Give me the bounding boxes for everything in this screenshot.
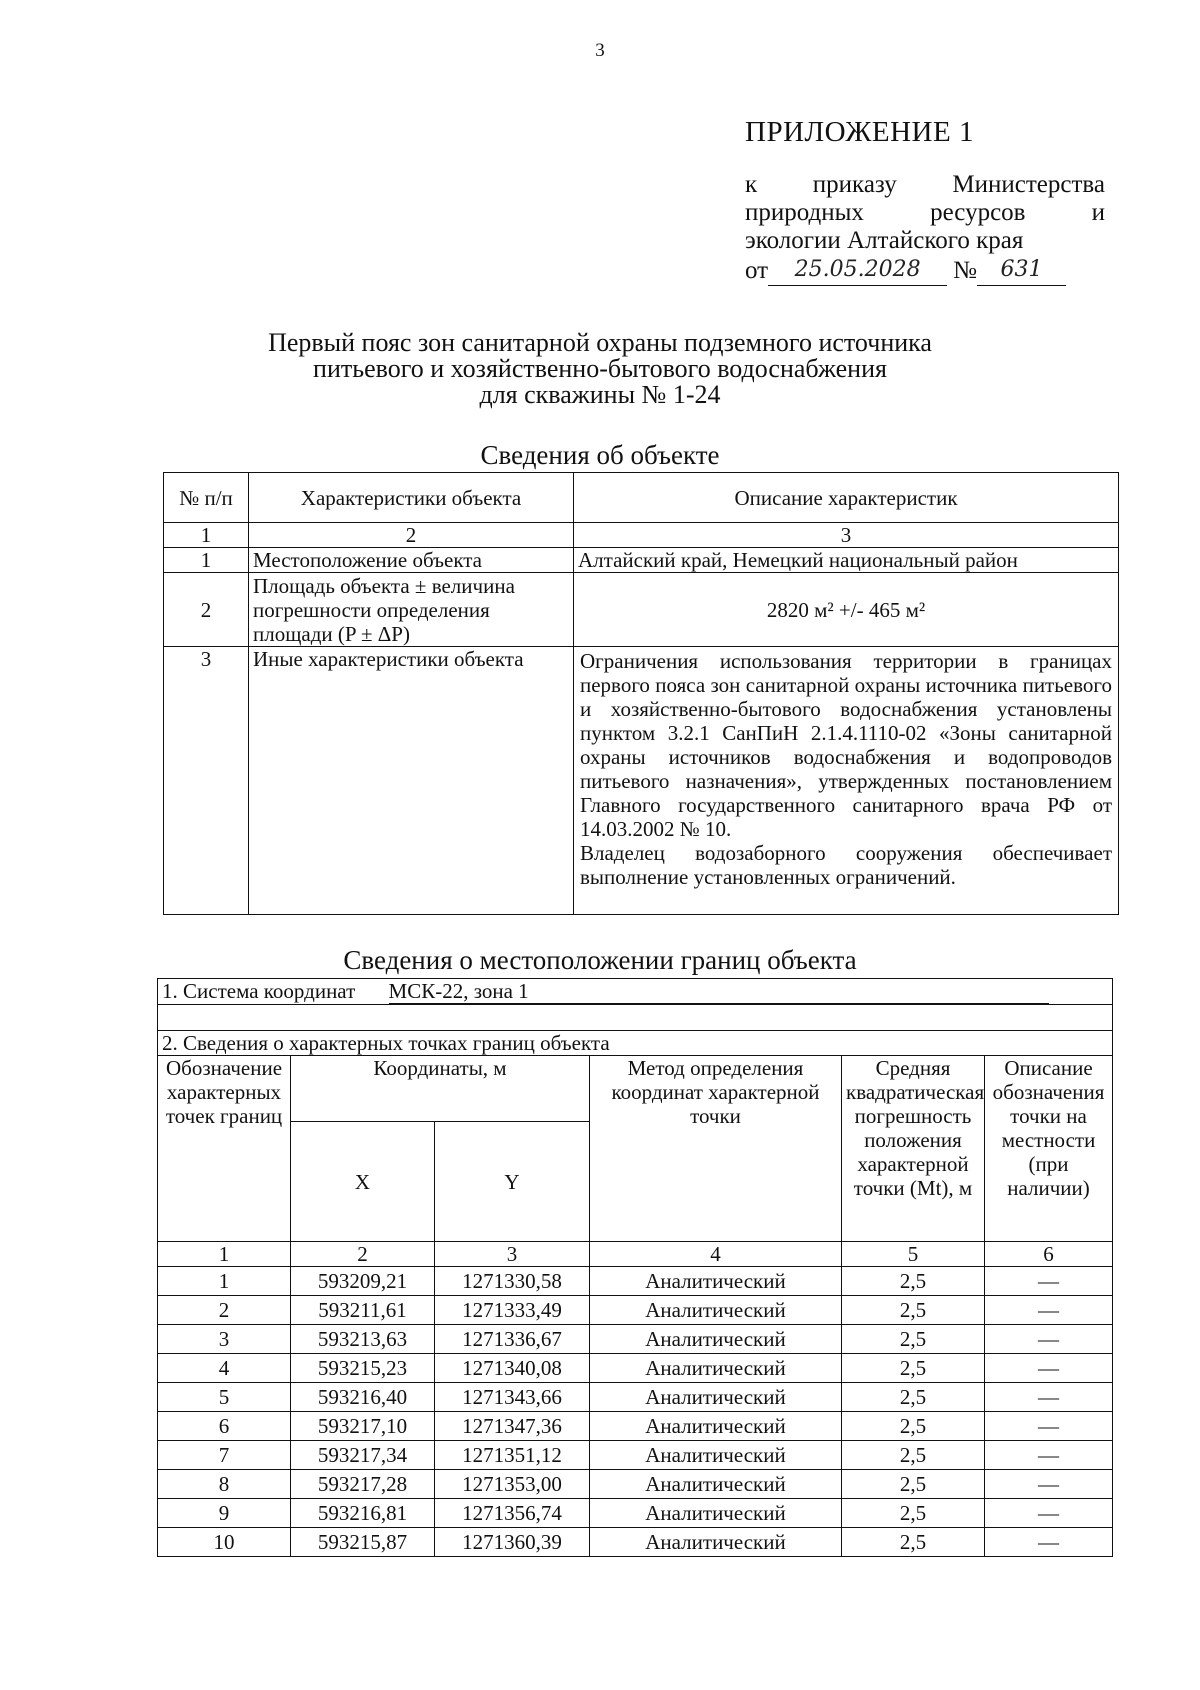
point-method: Аналитический [590, 1383, 842, 1412]
header-y: Y [435, 1122, 590, 1242]
point-y: 1271353,00 [435, 1470, 590, 1499]
document-title-line: для скважины № 1-24 [479, 380, 721, 409]
header-method: Метод определения координат характерной точки [590, 1056, 842, 1242]
header-description: Описание обозначения точки на местности (при наличии) [985, 1056, 1113, 1242]
point-y: 1271330,58 [435, 1267, 590, 1296]
header-characteristic: Характеристики объекта [249, 473, 574, 523]
section-title-object: Сведения об объекте [480, 440, 720, 470]
point-x: 593217,28 [291, 1470, 435, 1499]
point-y: 1271343,66 [435, 1383, 590, 1412]
table-row [158, 1267, 1113, 1296]
point-desc: — [985, 1354, 1113, 1383]
point-desc: — [985, 1470, 1113, 1499]
point-method: Аналитический [590, 1528, 842, 1557]
point-x: 593213,63 [291, 1325, 435, 1354]
point-mt: 2,5 [842, 1383, 985, 1412]
row-num: 3 [164, 647, 249, 915]
spacer-row [158, 1005, 1113, 1031]
point-mt: 2,5 [842, 1499, 985, 1528]
point-number: 3 [158, 1325, 291, 1354]
point-desc: — [985, 1296, 1113, 1325]
point-method: Аналитический [590, 1412, 842, 1441]
number-label: № [953, 257, 977, 284]
point-desc: — [985, 1383, 1113, 1412]
object-info-table [163, 472, 1119, 915]
row-name: Площадь объекта ± величина погрешности определения площади (P ± ΔP) [249, 573, 574, 647]
table-row [158, 1412, 1113, 1441]
point-number: 1 [158, 1267, 291, 1296]
point-desc: — [985, 1441, 1113, 1470]
point-number: 6 [158, 1412, 291, 1441]
point-y: 1271360,39 [435, 1528, 590, 1557]
point-number: 2 [158, 1296, 291, 1325]
row-num: 1 [164, 548, 249, 573]
col-number: 2 [249, 523, 574, 548]
point-number: 8 [158, 1470, 291, 1499]
row-value [574, 647, 1119, 915]
point-method: Аналитический [590, 1441, 842, 1470]
point-x: 593217,34 [291, 1441, 435, 1470]
point-x: 593209,21 [291, 1267, 435, 1296]
restriction-text: Ограничения использования территории в границах первого пояса зон санитарной охраны источника питьевого и хозяйственно-бытового водоснабжения установлены пунктом 3.2.1 СанПиН 2.1.4.1110-02 «Зоны санитарной охраны источников водоснабжения и водопроводов питьевого назначения», утвержденных постановлением Главного государственного санитарного врача РФ от 14.03.2002 № 10. [580, 649, 1112, 841]
point-method: Аналитический [590, 1499, 842, 1528]
handwritten-number: 631 [977, 255, 1066, 286]
point-desc: — [985, 1412, 1113, 1441]
document-title-line: питьевого и хозяйственно-бытового водоснабжения [313, 354, 887, 383]
appendix-line: к приказу Министерства [745, 171, 1105, 198]
appendix-line: природных ресурсов и [745, 199, 1105, 226]
coord-system-row [158, 979, 1113, 1005]
coord-system-label: 1. Система координат [162, 979, 356, 1003]
point-mt: 2,5 [842, 1354, 985, 1383]
header-x: X [291, 1122, 435, 1242]
point-number: 10 [158, 1528, 291, 1557]
col-number: 6 [985, 1242, 1113, 1267]
table-row [158, 1441, 1113, 1470]
point-method: Аналитический [590, 1470, 842, 1499]
col-number: 5 [842, 1242, 985, 1267]
point-mt: 2,5 [842, 1412, 985, 1441]
point-method: Аналитический [590, 1267, 842, 1296]
row-value: Алтайский край, Немецкий национальный район [574, 548, 1119, 573]
point-desc: — [985, 1499, 1113, 1528]
table-row [158, 1354, 1113, 1383]
header-designation: Обозначение характерных точек границ [158, 1056, 291, 1242]
point-mt: 2,5 [842, 1296, 985, 1325]
point-desc: — [985, 1325, 1113, 1354]
coord-system-value: МСК-22, зона 1 [389, 979, 1049, 1004]
point-y: 1271336,67 [435, 1325, 590, 1354]
point-y: 1271333,49 [435, 1296, 590, 1325]
point-desc: — [985, 1267, 1113, 1296]
col-number: 4 [590, 1242, 842, 1267]
point-x: 593215,23 [291, 1354, 435, 1383]
point-number: 9 [158, 1499, 291, 1528]
table-row [164, 647, 1119, 915]
point-mt: 2,5 [842, 1441, 985, 1470]
table-row [158, 1528, 1113, 1557]
point-mt: 2,5 [842, 1528, 985, 1557]
document-title-line: Первый пояс зон санитарной охраны подземного источника [268, 328, 932, 357]
point-x: 593216,40 [291, 1383, 435, 1412]
appendix-title: ПРИЛОЖЕНИЕ 1 [745, 116, 974, 148]
point-x: 593211,61 [291, 1296, 435, 1325]
point-number: 7 [158, 1441, 291, 1470]
document-title [0, 330, 1200, 408]
appendix-block [745, 116, 1105, 286]
order-line [745, 255, 1105, 286]
handwritten-date: 25.05.2028 [768, 255, 947, 286]
point-y: 1271340,08 [435, 1354, 590, 1383]
table-row [164, 548, 1119, 573]
point-y: 1271356,74 [435, 1499, 590, 1528]
owner-obligation-text: Владелец водозаборного сооружения обеспечивает выполнение установленных ограничений. [580, 841, 1112, 889]
table-row [158, 1325, 1113, 1354]
section-title-location: Сведения о местоположении границ объекта [343, 945, 857, 975]
point-method: Аналитический [590, 1354, 842, 1383]
col-number: 2 [291, 1242, 435, 1267]
point-x: 593217,10 [291, 1412, 435, 1441]
table-row [158, 1296, 1113, 1325]
point-x: 593216,81 [291, 1499, 435, 1528]
col-number: 1 [164, 523, 249, 548]
table-row [158, 1499, 1113, 1528]
header-num: № п/п [164, 473, 249, 523]
table-row [158, 1383, 1113, 1412]
point-x: 593215,87 [291, 1528, 435, 1557]
header-coordinates: Координаты, м [291, 1056, 590, 1122]
table-row [158, 1470, 1113, 1499]
row-name: Местоположение объекта [249, 548, 574, 573]
point-method: Аналитический [590, 1296, 842, 1325]
point-mt: 2,5 [842, 1470, 985, 1499]
point-number: 5 [158, 1383, 291, 1412]
row-name: Иные характеристики объекта [249, 647, 574, 915]
appendix-line: экологии Алтайского края [745, 227, 1024, 254]
header-description: Описание характеристик [574, 473, 1119, 523]
point-mt: 2,5 [842, 1325, 985, 1354]
col-number: 1 [158, 1242, 291, 1267]
points-label: 2. Сведения о характерных точках границ объекта [158, 1031, 1113, 1056]
col-number: 3 [435, 1242, 590, 1267]
point-number: 4 [158, 1354, 291, 1383]
table-row [164, 573, 1119, 647]
page-number: 3 [595, 40, 605, 61]
col-number: 3 [574, 523, 1119, 548]
points-body [158, 1267, 1113, 1557]
point-mt: 2,5 [842, 1267, 985, 1296]
row-value: 2820 м² +/- 465 м² [574, 573, 1119, 647]
point-y: 1271347,36 [435, 1412, 590, 1441]
from-label: от [745, 257, 769, 284]
point-desc: — [985, 1528, 1113, 1557]
point-y: 1271351,12 [435, 1441, 590, 1470]
header-error: Средняя квадратическая погрешность положения характерной точки (Mt), м [842, 1056, 985, 1242]
point-method: Аналитический [590, 1325, 842, 1354]
row-num: 2 [164, 573, 249, 647]
location-table [157, 978, 1113, 1557]
